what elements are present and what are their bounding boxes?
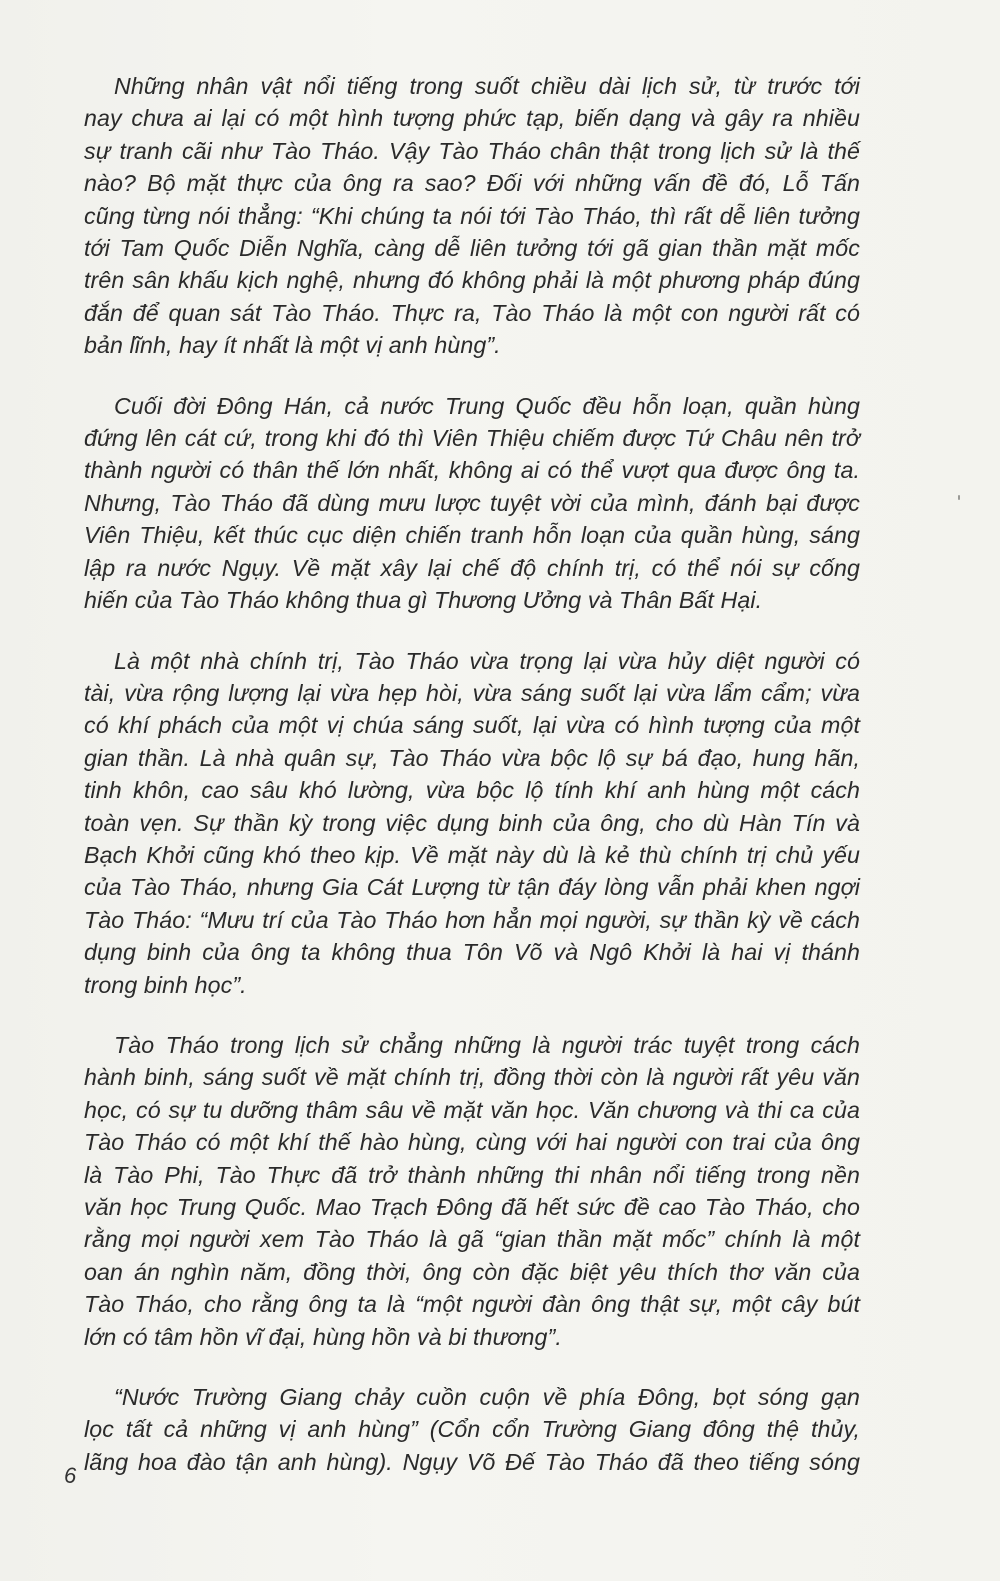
text-line: rằng mọi người xem Tào Tháo là gã “gian thần mặt mốc” chính là một bbox=[84, 1226, 860, 1253]
text-line: tới Tam Quốc Diễn Nghĩa, càng dễ liên tưởng tới gã gian thần mặt mốc bbox=[84, 235, 860, 262]
paragraph-2 bbox=[84, 390, 860, 617]
text-line: gian thần. Là nhà quân sự, Tào Tháo vừa bộc lộ sự bá đạo, hung hãn, bbox=[84, 744, 860, 771]
text-line: sự tranh cãi như Tào Tháo. Vậy Tào Tháo chân thật trong lịch sử là thế bbox=[84, 137, 860, 164]
text-line: tinh khôn, cao sâu khó lường, vừa bộc lộ tính khí anh hùng một cách bbox=[84, 777, 860, 804]
text-line: nào? Bộ mặt thực của ông ra sao? Đối với những vấn đề đó, Lỗ Tấn bbox=[84, 170, 860, 197]
text-line: văn học Trung Quốc. Mao Trạch Đông đã hết sức đề cao Tào Tháo, cho bbox=[84, 1194, 860, 1220]
paragraph-4 bbox=[84, 1029, 860, 1353]
text-line: Cuối đời Đông Hán, cả nước Trung Quốc đều hỗn loạn, quần hùng bbox=[114, 392, 860, 419]
text-line: Nhưng, Tào Tháo đã dùng mưu lược tuyệt vời của mình, đánh bại được bbox=[84, 489, 860, 516]
text-line: Tào Tháo trong lịch sử chẳng những là người trác tuyệt trong cách bbox=[114, 1031, 860, 1058]
text-line: Những nhân vật nổi tiếng trong suốt chiều dài lịch sử, từ trước tới bbox=[114, 73, 860, 99]
page-number: 6 bbox=[64, 1463, 77, 1488]
text-line: là Tào Phi, Tào Thực đã trở thành những thi nhân nổi tiếng trong nền bbox=[84, 1161, 860, 1188]
paragraph-1 bbox=[84, 70, 860, 362]
paper-speck bbox=[958, 495, 960, 500]
paragraph-5 bbox=[84, 1381, 860, 1478]
text-line: trong binh học”. bbox=[84, 971, 247, 998]
text-line: nay chưa ai lại có một hình tượng phức tạp, biến dạng và gây ra nhiều bbox=[84, 105, 860, 132]
text-line: Tào Tháo, cho rằng ông ta là “một người đàn ông thật sự, một cây bút bbox=[84, 1291, 860, 1318]
text-line: trên sân khấu kịch nghệ, nhưng đó không phải là một phương pháp đúng bbox=[84, 267, 860, 294]
text-line: Tào Tháo có một khí thế hào hùng, cùng với hai người con trai của ông bbox=[84, 1129, 860, 1156]
text-line: của Tào Tháo, nhưng Gia Cát Lượng từ tận đáy lòng vẫn phải khen ngợi bbox=[84, 874, 860, 901]
text-line: hiến của Tào Tháo không thua gì Thương Ưởng và Thân Bất Hại. bbox=[84, 587, 763, 614]
text-line: toàn vẹn. Sự thần kỳ trong việc dụng binh của ông, cho dù Hàn Tín và bbox=[84, 809, 860, 836]
text-line: có khí phách của một vị chúa sáng suốt, lại vừa có hình tượng của một bbox=[84, 712, 860, 739]
body-text bbox=[84, 70, 860, 1478]
text-line: đứng lên cát cứ, trong khi đó thì Viên Thiệu chiếm được Tứ Châu nên trở bbox=[84, 425, 860, 452]
text-line: oan án nghìn năm, đồng thời, ông còn đặc biệt yêu thích thơ văn của bbox=[84, 1258, 860, 1285]
text-line: lớn có tâm hồn vĩ đại, hùng hồn và bi thương”. bbox=[84, 1323, 562, 1350]
text-line: dụng binh của ông ta không thua Tôn Võ và Ngô Khởi là hai vị thánh bbox=[84, 939, 860, 966]
text-line: Bạch Khởi cũng khó theo kịp. Về mặt này dù là kẻ thù chính trị chủ yếu bbox=[84, 841, 860, 868]
text-line: cũng từng nói thẳng: “Khi chúng ta nói tới Tào Tháo, thì rất dễ liên tưởng bbox=[84, 202, 860, 229]
text-line: lãng hoa đào tận anh hùng). Ngụy Võ Đế Tào Tháo đã theo tiếng sóng bbox=[84, 1448, 860, 1475]
paragraph-3 bbox=[84, 645, 860, 1001]
text-line: lọc tất cả những vị anh hùng” (Cổn cổn Trường Giang đông thệ thủy, bbox=[84, 1416, 860, 1443]
text-line: lập ra nước Ngụy. Về mặt xây lại chế độ chính trị, có thể nói sự cống bbox=[84, 554, 860, 581]
text-line: thành người có thân thế lớn nhất, không ai có thể vượt qua được ông ta. bbox=[84, 457, 860, 484]
text-line: hành binh, sáng suốt về mặt chính trị, đồng thời còn là người rất yêu văn bbox=[84, 1064, 860, 1091]
text-line: Tào Tháo: “Mưu trí của Tào Tháo hơn hẳn mọi người, sự thần kỳ về cách bbox=[84, 906, 860, 933]
text-line: đắn để quan sát Tào Tháo. Thực ra, Tào Tháo là một con người rất có bbox=[84, 299, 860, 326]
text-line: bản lĩnh, hay ít nhất là một vị anh hùng”. bbox=[84, 332, 501, 359]
text-line: “Nước Trường Giang chảy cuồn cuộn về phía Đông, bọt sóng gạn bbox=[114, 1384, 860, 1411]
text-line: Là một nhà chính trị, Tào Tháo vừa trọng lại vừa hủy diệt người có bbox=[114, 647, 860, 674]
text-line: tài, vừa rộng lượng lại vừa hẹp hòi, vừa sáng suốt lại vừa lẩm cẩm; vừa bbox=[84, 679, 860, 706]
text-line: Viên Thiệu, kết thúc cục diện chiến tranh hỗn loạn của quần hùng, sáng bbox=[84, 522, 860, 549]
text-line: học, có sự tu dưỡng thâm sâu về mặt văn học. Văn chương và thi ca của bbox=[84, 1096, 860, 1123]
